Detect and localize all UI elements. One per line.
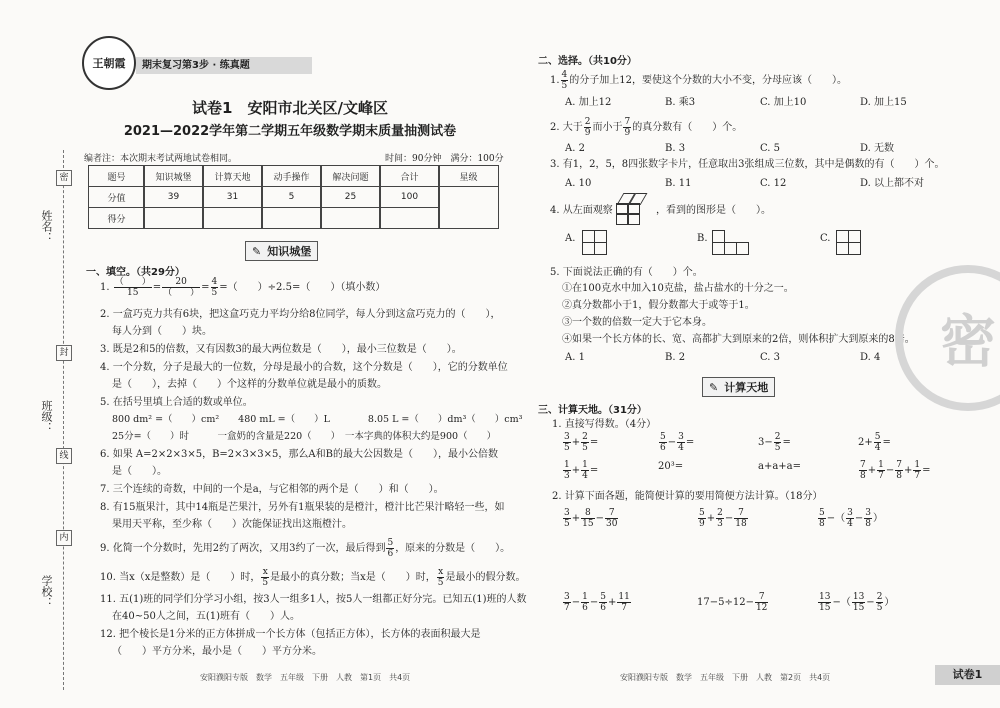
footer-tab: 试卷1 bbox=[935, 665, 1000, 685]
question-8-line1: 8. 有15瓶果汁，其中14瓶是芒果汁，另外有1瓶果装的是橙汁，橙汁比芒果汁略轻一些，如 bbox=[100, 502, 505, 513]
table-cell: 25 bbox=[320, 186, 381, 208]
denominator: 30 bbox=[605, 519, 618, 529]
binding-margin bbox=[0, 0, 78, 708]
question-3: 3. 既是2和5的倍数，又有因数3的最大两位数是（ ），最小三位数是（ ）。 bbox=[100, 344, 462, 355]
denominator: 15 bbox=[819, 603, 831, 613]
fraction bbox=[386, 538, 394, 559]
calc-row-2 bbox=[562, 592, 922, 618]
denominator: 5 bbox=[876, 603, 883, 613]
numerator: 7 bbox=[860, 460, 866, 470]
denominator: 7 bbox=[914, 471, 921, 481]
calc-row-1 bbox=[562, 508, 922, 534]
choice-3-option-c[interactable]: C. 12 bbox=[760, 178, 787, 189]
question-11-line2: 在40~50人之间，五(1)班有（ ）人。 bbox=[112, 611, 300, 622]
choice-1-option-c[interactable]: C. 加上10 bbox=[760, 97, 807, 108]
denominator: 6 bbox=[582, 603, 588, 613]
choice-1-num: 1. bbox=[550, 75, 560, 86]
choice-2-option-a[interactable]: A. 2 bbox=[565, 143, 585, 154]
denominator: 15 bbox=[852, 603, 865, 613]
denominator: （ ） bbox=[163, 288, 200, 298]
choice-3-option-a[interactable]: A. 10 bbox=[565, 178, 592, 189]
numerator: 7 bbox=[755, 592, 768, 603]
numerator: 4 bbox=[561, 70, 568, 80]
numerator: 2 bbox=[774, 432, 781, 442]
question-11-line1: 11. 五(1)班的同学们分学习小组，按3人一组多1人，按5人一组都正好分完。已知五(1)班的人数 bbox=[100, 594, 527, 605]
math-expression bbox=[758, 460, 801, 474]
denominator: 4 bbox=[678, 443, 684, 453]
numerator: 7 bbox=[896, 460, 902, 470]
denominator: 4 bbox=[847, 519, 853, 529]
fraction bbox=[581, 592, 589, 613]
fraction bbox=[846, 508, 854, 529]
choice-4-option-a[interactable]: A. bbox=[565, 233, 576, 244]
seal-mark-3: 线 bbox=[56, 448, 72, 464]
denominator: 9 bbox=[584, 128, 591, 138]
choice-5-option-b[interactable]: B. 2 bbox=[665, 352, 686, 363]
expr-text: ） bbox=[872, 513, 883, 524]
denominator: 8 bbox=[865, 519, 871, 529]
fraction bbox=[581, 508, 594, 529]
table-cell: 100 bbox=[379, 186, 440, 208]
logo-text: 王朝霞 bbox=[92, 57, 126, 70]
part1-title: 一、填空。（共29分） bbox=[86, 267, 185, 278]
table-header-cell: 合计 bbox=[379, 165, 440, 187]
choice-4: 4. 从左面观察 bbox=[550, 205, 613, 216]
expr-text: 20³= bbox=[658, 461, 684, 472]
choice-5-item-4: ④如果一个长方体的长、宽、高都扩大到原来的2倍，则体积扩大到原来的8倍。 bbox=[562, 334, 915, 345]
choice-1-option-d[interactable]: D. 加上15 bbox=[860, 97, 907, 108]
fraction bbox=[563, 592, 571, 613]
time-score: 时间：90分钟 满分：100分 bbox=[385, 154, 504, 164]
option-b-shape bbox=[712, 230, 750, 256]
choice-4-text2: ，看到的图形是（ ）。 bbox=[656, 205, 771, 216]
operator: − bbox=[667, 437, 677, 448]
denominator: 5 bbox=[262, 578, 269, 588]
fraction bbox=[698, 508, 706, 529]
math-expression bbox=[658, 460, 683, 474]
fraction bbox=[716, 508, 724, 529]
expr-text: 2+ bbox=[858, 437, 873, 448]
numerator: 3 bbox=[847, 508, 853, 518]
table-cell: 31 bbox=[202, 186, 263, 208]
operator: + bbox=[571, 465, 581, 476]
operator: − bbox=[589, 597, 599, 608]
math-expression bbox=[658, 432, 694, 453]
fraction bbox=[623, 117, 631, 138]
choice-4-option-c[interactable]: C. bbox=[820, 233, 831, 244]
operator: + bbox=[571, 437, 581, 448]
question-8-line2: 果用天平称，至少称（ ）次能保证找出这瓶橙汁。 bbox=[112, 519, 352, 530]
seal-stamp-text: 密 bbox=[940, 309, 996, 375]
math-expression bbox=[817, 508, 883, 529]
numerator: 1 bbox=[878, 460, 884, 470]
denominator: 9 bbox=[624, 128, 631, 138]
fraction bbox=[162, 277, 200, 298]
pencil-icon: ✎ bbox=[709, 380, 719, 394]
numerator: 5 bbox=[387, 538, 394, 548]
choice-5-item-2: ②真分数都小于1，假分数都大于或等于1。 bbox=[562, 300, 755, 311]
denominator: 4 bbox=[582, 471, 588, 481]
numerator: 1 bbox=[582, 592, 588, 602]
operator: + bbox=[706, 513, 716, 524]
fraction bbox=[114, 277, 152, 298]
section-knowledge-badge bbox=[245, 241, 318, 261]
choice-2-option-d[interactable]: D. 无数 bbox=[860, 143, 895, 154]
table-cell bbox=[438, 186, 499, 229]
operator: − bbox=[724, 513, 734, 524]
expr-text: = bbox=[589, 437, 599, 448]
choice-1-text: 的分子加上12，要使这个分数的大小不变，分母应该（ ）。 bbox=[569, 75, 848, 86]
numerator: x bbox=[262, 567, 268, 577]
class-label: 班级： bbox=[40, 400, 53, 433]
table-cell bbox=[261, 207, 322, 229]
numerator: 3 bbox=[865, 508, 871, 518]
fraction bbox=[852, 592, 865, 613]
table-cell: 分值 bbox=[88, 186, 145, 208]
table-cell: 得分 bbox=[88, 207, 145, 229]
denominator: 3 bbox=[564, 471, 570, 481]
cube-stack-figure bbox=[616, 193, 652, 225]
table-header-cell: 题号 bbox=[88, 165, 145, 187]
choice-5: 5. 下面说法正确的有（ ）个。 bbox=[550, 267, 703, 278]
math-expression bbox=[562, 460, 598, 481]
numerator: 13 bbox=[852, 592, 865, 602]
numerator: 2 bbox=[584, 117, 591, 127]
page-title: 试卷1 安阳市北关区/文峰区 bbox=[192, 99, 388, 117]
fraction bbox=[876, 592, 884, 613]
option-a-shape bbox=[582, 230, 608, 256]
fraction bbox=[211, 277, 219, 298]
score-table bbox=[88, 165, 498, 228]
fraction bbox=[818, 592, 831, 613]
table-cell bbox=[379, 207, 440, 229]
numerator: 20 bbox=[162, 277, 200, 288]
expr-text: = bbox=[685, 437, 695, 448]
denominator: 12 bbox=[755, 603, 768, 613]
choice-2-text: 而小于 bbox=[592, 122, 623, 133]
table-cell bbox=[320, 207, 381, 229]
choice-5-item-1: ①在100克水中加入10克盐，盐占盐水的十分之一。 bbox=[562, 283, 794, 294]
math-expression bbox=[562, 432, 598, 453]
expr-text: = bbox=[882, 437, 891, 448]
question-5a: 800 dm² =（ ）cm² 480 mL =（ ）L 8.05 L =（ ）dm³（ ）cm³ bbox=[112, 414, 523, 425]
q10-text-end: 是最小的假分数。 bbox=[445, 572, 526, 583]
brand-logo bbox=[82, 36, 136, 90]
footer-right: 安阳濮阳专版 数学 五年级 下册 人教 第2页 共4页 bbox=[620, 673, 831, 682]
denominator: 7 bbox=[621, 603, 627, 613]
fraction bbox=[584, 117, 592, 138]
operator: + bbox=[903, 465, 913, 476]
calc-section-1: 1. 直接写得数。（4分） bbox=[552, 419, 657, 430]
question-1 bbox=[100, 277, 385, 298]
expr-text: 3− bbox=[758, 437, 773, 448]
page-subtitle: 2021—2022学年第二学期五年级数学期末质量抽测试卷 bbox=[123, 124, 457, 139]
expr-text: 17−5÷12− bbox=[697, 597, 754, 608]
question-10 bbox=[100, 567, 525, 588]
equals: = bbox=[201, 282, 210, 293]
numerator: （ ） bbox=[114, 277, 151, 287]
choice-3-option-d[interactable]: D. 以上都不对 bbox=[860, 178, 925, 189]
fraction bbox=[774, 432, 782, 453]
q9-text-end: ，原来的分数是（ ）。 bbox=[395, 543, 511, 554]
numerator: 11 bbox=[618, 592, 630, 602]
numerator: 4 bbox=[211, 277, 218, 287]
choice-2 bbox=[550, 117, 742, 138]
numerator: 3 bbox=[564, 592, 570, 602]
section-knowledge-label: 知识城堡 bbox=[267, 245, 312, 258]
option-c-shape bbox=[836, 230, 862, 256]
fraction bbox=[617, 592, 630, 613]
numerator: 1 bbox=[564, 460, 570, 470]
numerator: 7 bbox=[734, 508, 747, 519]
math-expression bbox=[562, 508, 619, 529]
seal-mark-1: 密 bbox=[56, 170, 72, 186]
choice-2-num: 2. 大于 bbox=[550, 122, 583, 133]
denominator: 6 bbox=[387, 549, 394, 559]
numerator: 7 bbox=[624, 117, 631, 127]
numerator: 13 bbox=[819, 592, 831, 602]
editor-note: 编者注：本次期末考试两地试卷相同。 bbox=[84, 154, 238, 164]
math-expression bbox=[817, 592, 894, 613]
q1-rest: =（ ）÷2.5=（ ）（填小数） bbox=[219, 282, 386, 293]
operator: + bbox=[571, 513, 581, 524]
choice-1-option-a[interactable]: A. 加上12 bbox=[565, 97, 612, 108]
seal-mark-4: 内 bbox=[56, 530, 72, 546]
choice-4-option-b[interactable]: B. bbox=[697, 233, 708, 244]
question-6-line2: 是（ ）。 bbox=[112, 466, 167, 477]
denominator: 5 bbox=[582, 443, 588, 453]
denominator: 5 bbox=[564, 443, 570, 453]
denominator: 5 bbox=[564, 519, 570, 529]
question-4-line1: 4. 一个分数，分子是最大的一位数，分母是最小的合数，这个分数是（ ），它的分数单位 bbox=[100, 362, 508, 373]
math-expression bbox=[562, 592, 632, 613]
operator: + bbox=[607, 597, 617, 608]
numerator: 2 bbox=[876, 592, 883, 602]
fraction bbox=[437, 567, 445, 588]
section-calc-label: 计算天地 bbox=[724, 381, 769, 394]
denominator: 6 bbox=[660, 443, 666, 453]
operator: − bbox=[854, 513, 864, 524]
denominator: 8 bbox=[896, 471, 902, 481]
fraction bbox=[659, 432, 667, 453]
q9-text: 9. 化简一个分数时，先用2约了两次，又用3约了一次，最后得到 bbox=[100, 543, 386, 554]
expr-text: = bbox=[782, 437, 791, 448]
choice-5-option-a[interactable]: A. 1 bbox=[565, 352, 585, 363]
choice-5-option-d[interactable]: D. 4 bbox=[860, 352, 881, 363]
denominator: 5 bbox=[561, 81, 568, 91]
operator: −（ bbox=[832, 597, 851, 608]
choice-3-option-b[interactable]: B. 11 bbox=[665, 178, 692, 189]
numerator: 5 bbox=[600, 592, 606, 602]
question-12-line2: （ ）平方分米，最小是（ ）平方分米。 bbox=[112, 646, 322, 657]
fraction bbox=[563, 432, 571, 453]
fraction bbox=[563, 460, 571, 481]
part3-title: 三、计算天地。（31分） bbox=[538, 405, 647, 416]
fraction bbox=[734, 508, 747, 529]
table-header-cell: 知识城堡 bbox=[143, 165, 204, 187]
operator: − bbox=[571, 597, 581, 608]
question-12-line1: 12. 把个棱长是1分米的正方体拼成一个长方体（包括正方体），长方体的表面积最大是 bbox=[100, 629, 481, 640]
table-cell bbox=[143, 207, 204, 229]
question-6-line1: 6. 如果 A=2×2×3×5，B=2×3×3×5，那么A和B的最大公因数是（ ），最小公倍数 bbox=[100, 449, 498, 460]
numerator: 3 bbox=[564, 432, 570, 442]
question-2-line2: 每人分到（ ）块。 bbox=[112, 326, 212, 337]
denominator: 15 bbox=[127, 288, 139, 298]
denominator: 7 bbox=[878, 471, 884, 481]
denominator: 8 bbox=[860, 471, 866, 481]
name-label: 姓名： bbox=[40, 210, 53, 243]
fraction bbox=[561, 70, 569, 91]
pencil-icon: ✎ bbox=[252, 244, 262, 258]
operator: −（ bbox=[826, 513, 846, 524]
table-header-cell: 动手操作 bbox=[261, 165, 322, 187]
question-9 bbox=[100, 538, 510, 559]
step-tag: 期末复习第3步 · 练真题 bbox=[136, 57, 312, 74]
question-5b: 25分=（ ）时 一盒奶的含量是220（ ） 一本字典的体积大约是900（ ） bbox=[112, 431, 497, 442]
binding-line bbox=[63, 150, 64, 690]
fraction bbox=[877, 460, 885, 481]
choice-2-option-b[interactable]: B. 3 bbox=[665, 143, 686, 154]
direct-calc-grid bbox=[562, 432, 931, 488]
denominator: 9 bbox=[699, 519, 705, 529]
fraction bbox=[818, 508, 826, 529]
denominator: 6 bbox=[600, 603, 606, 613]
seal-mark-2: 封 bbox=[56, 345, 72, 361]
numerator: 5 bbox=[699, 508, 705, 518]
fraction bbox=[677, 432, 685, 453]
numerator: 5 bbox=[874, 432, 881, 442]
numerator: 1 bbox=[914, 460, 921, 470]
q10-text: 10. 当x（x是整数）是（ ）时， bbox=[100, 572, 261, 583]
fraction bbox=[913, 460, 921, 481]
fraction bbox=[864, 508, 872, 529]
q10-text-mid: 是最小的真分数；当x是（ ）时， bbox=[270, 572, 436, 583]
numerator: 2 bbox=[582, 432, 588, 442]
choice-1-option-b[interactable]: B. 乘3 bbox=[665, 97, 696, 108]
choice-5-option-c[interactable]: C. 3 bbox=[760, 352, 781, 363]
numerator: 8 bbox=[581, 508, 594, 519]
seal-stamp bbox=[895, 265, 1000, 411]
denominator: 8 bbox=[819, 519, 825, 529]
footer-left: 安阳濮阳专版 数学 五年级 下册 人教 第1页 共4页 bbox=[200, 673, 411, 682]
choice-3: 3. 有1，2，5，8四张数字卡片，任意取出3张组成三位数，其中是偶数的有（ ）个。 bbox=[550, 159, 945, 170]
equals: = bbox=[152, 282, 162, 293]
denominator: 4 bbox=[874, 443, 881, 453]
denominator: 5 bbox=[437, 578, 444, 588]
q1-num: 1. bbox=[100, 282, 110, 293]
denominator: 3 bbox=[717, 519, 723, 529]
question-7: 7. 三个连续的奇数，中间的一个是a，与它相邻的两个是（ ）和（ ）。 bbox=[100, 484, 444, 495]
choice-2-option-c[interactable]: C. 5 bbox=[760, 143, 781, 154]
math-expression bbox=[858, 460, 931, 481]
expr-text: a+a+a= bbox=[758, 461, 802, 472]
table-cell: 39 bbox=[143, 186, 204, 208]
numerator: 1 bbox=[582, 460, 588, 470]
numerator: 2 bbox=[717, 508, 723, 518]
denominator: 15 bbox=[582, 519, 594, 529]
math-expression bbox=[758, 432, 791, 453]
numerator: 5 bbox=[819, 508, 825, 518]
denominator: 5 bbox=[774, 443, 781, 453]
choice-5-item-3: ③一个数的倍数一定大于它本身。 bbox=[562, 317, 712, 328]
table-header-cell: 星级 bbox=[438, 165, 499, 187]
question-5: 5. 在括号里填上合适的数或单位。 bbox=[100, 397, 253, 408]
numerator: 3 bbox=[564, 508, 570, 518]
numerator: x bbox=[438, 567, 444, 577]
fraction bbox=[895, 460, 903, 481]
expr-text: ） bbox=[884, 597, 895, 608]
fraction bbox=[599, 592, 607, 613]
choice-2-text-end: 的真分数有（ ）个。 bbox=[632, 122, 743, 133]
operator: − bbox=[595, 513, 604, 524]
math-expression bbox=[858, 432, 891, 453]
fraction bbox=[581, 460, 589, 481]
fraction bbox=[874, 432, 882, 453]
fraction bbox=[581, 432, 589, 453]
fraction bbox=[755, 592, 768, 613]
numerator: 3 bbox=[678, 432, 684, 442]
table-header-cell: 计算天地 bbox=[202, 165, 263, 187]
operator: − bbox=[885, 465, 895, 476]
section-calc-badge bbox=[702, 377, 775, 397]
denominator: 18 bbox=[735, 519, 747, 529]
numerator: 5 bbox=[660, 432, 666, 442]
part2-title: 二、选择。（共10分） bbox=[538, 56, 637, 67]
numerator: 7 bbox=[605, 508, 618, 519]
question-2-line1: 2. 一盒巧克力共有6块，把这盒巧克力平均分给8位同学，每人分到这盒巧克力的（ ）， bbox=[100, 309, 501, 320]
fraction bbox=[605, 508, 618, 529]
table-cell bbox=[202, 207, 263, 229]
fraction bbox=[261, 567, 269, 588]
calc-section-2: 2. 计算下面各题，能简便计算的要用简便方法计算。（18分） bbox=[552, 491, 823, 502]
fraction bbox=[563, 508, 571, 529]
table-cell: 5 bbox=[261, 186, 322, 208]
math-expression bbox=[697, 508, 749, 529]
math-expression bbox=[697, 592, 769, 613]
fraction bbox=[859, 460, 867, 481]
choice-1 bbox=[550, 70, 847, 91]
denominator: 5 bbox=[211, 288, 218, 298]
expr-text: = bbox=[922, 465, 931, 476]
expr-text: = bbox=[589, 465, 599, 476]
operator: − bbox=[866, 597, 875, 608]
operator: + bbox=[867, 465, 877, 476]
school-label: 学校： bbox=[40, 575, 53, 608]
denominator: 7 bbox=[564, 603, 570, 613]
table-header-cell: 解决问题 bbox=[320, 165, 381, 187]
question-4-line2: 是（ ），去掉（ ）个这样的分数单位就是最小的质数。 bbox=[112, 379, 387, 390]
